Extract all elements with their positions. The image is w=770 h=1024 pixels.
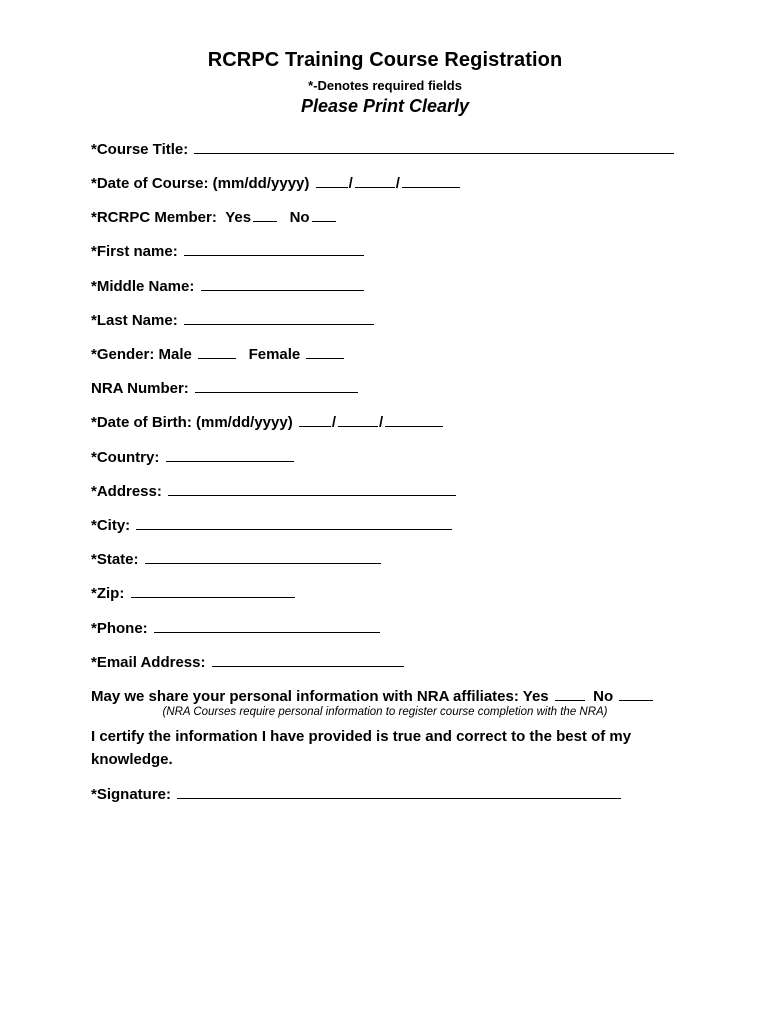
- zip-label: *Zip:: [91, 585, 125, 602]
- city-row: [91, 514, 452, 534]
- first-name-label: *First name:: [91, 243, 178, 260]
- member-no-field[interactable]: [312, 206, 336, 222]
- middle-name-field[interactable]: [201, 275, 364, 291]
- phone-field[interactable]: [154, 617, 380, 633]
- gender-row: [91, 343, 344, 363]
- nra-number-label: NRA Number:: [91, 380, 189, 397]
- email-row: [91, 651, 404, 671]
- member-yes-field[interactable]: [253, 206, 277, 222]
- last-name-row: [91, 309, 374, 329]
- form-title: RCRPC Training Course Registration: [207, 49, 563, 71]
- address-label: *Address:: [91, 483, 162, 500]
- course-month-field[interactable]: [316, 172, 348, 188]
- course-title-row: [91, 138, 674, 158]
- first-name-field[interactable]: [184, 240, 364, 256]
- phone-label: *Phone:: [91, 620, 148, 637]
- city-field[interactable]: [136, 514, 452, 530]
- birth-day-field[interactable]: [338, 411, 378, 427]
- course-title-field[interactable]: [194, 138, 674, 154]
- email-field[interactable]: [212, 651, 404, 667]
- state-field[interactable]: [145, 548, 381, 564]
- birth-year-field[interactable]: [385, 411, 443, 427]
- first-name-row: [91, 240, 364, 260]
- country-label: *Country:: [91, 449, 160, 466]
- gender-female-field[interactable]: [306, 343, 344, 359]
- course-year-field[interactable]: [402, 172, 460, 188]
- share-question-label: May we share your personal information with NRA affiliates:: [91, 688, 519, 705]
- address-field[interactable]: [168, 480, 456, 496]
- date-of-course-row: [91, 172, 460, 192]
- print-instruction: Please Print Clearly: [300, 96, 470, 116]
- country-row: [91, 446, 294, 466]
- date-separator: /: [379, 414, 384, 431]
- city-label: *City:: [91, 517, 131, 534]
- rcrpc-member-row: [91, 206, 336, 226]
- share-yes-field[interactable]: [555, 685, 585, 701]
- required-note: *-Denotes required fields: [308, 78, 462, 93]
- signature-field[interactable]: [177, 783, 621, 799]
- share-row: [91, 685, 653, 705]
- zip-field[interactable]: [131, 582, 295, 598]
- certification-statement: I certify the information I have provided is true and correct to the best of my knowledge.: [91, 728, 632, 768]
- share-yes-label: Yes: [522, 688, 549, 705]
- date-separator: /: [395, 175, 400, 192]
- state-row: [91, 548, 381, 568]
- nra-number-row: [91, 377, 358, 397]
- email-label: *Email Address:: [91, 654, 206, 671]
- middle-name-label: *Middle Name:: [91, 278, 195, 295]
- date-of-birth-label: *Date of Birth: (mm/dd/yyyy): [91, 414, 293, 431]
- course-title-label: *Course Title:: [91, 141, 189, 158]
- gender-label: *Gender:: [91, 346, 155, 363]
- middle-name-row: [91, 275, 364, 295]
- nra-number-field[interactable]: [195, 377, 358, 393]
- signature-label: *Signature:: [91, 786, 172, 803]
- state-label: *State:: [91, 551, 139, 568]
- address-row: [91, 480, 456, 500]
- member-yes-label: Yes: [225, 209, 252, 226]
- course-day-field[interactable]: [355, 172, 395, 188]
- zip-row: [91, 582, 295, 602]
- share-no-label: No: [593, 688, 614, 705]
- phone-row: [91, 617, 380, 637]
- last-name-field[interactable]: [184, 309, 374, 325]
- country-field[interactable]: [166, 446, 294, 462]
- gender-male-label: Male: [158, 346, 192, 363]
- date-of-birth-row: [91, 411, 443, 431]
- rcrpc-member-label: *RCRPC Member:: [91, 209, 217, 226]
- date-separator: /: [331, 414, 337, 431]
- signature-row: [91, 783, 621, 803]
- date-of-course-label: *Date of Course: (mm/dd/yyyy): [91, 175, 310, 192]
- member-no-label: No: [289, 209, 310, 226]
- gender-male-field[interactable]: [198, 343, 236, 359]
- gender-female-label: Female: [248, 346, 301, 363]
- last-name-label: *Last Name:: [91, 312, 178, 329]
- share-note: (NRA Courses require personal information to register course completion with the NRA): [162, 706, 608, 718]
- birth-month-field[interactable]: [299, 411, 331, 427]
- date-separator: /: [348, 175, 353, 192]
- share-no-field[interactable]: [619, 685, 653, 701]
